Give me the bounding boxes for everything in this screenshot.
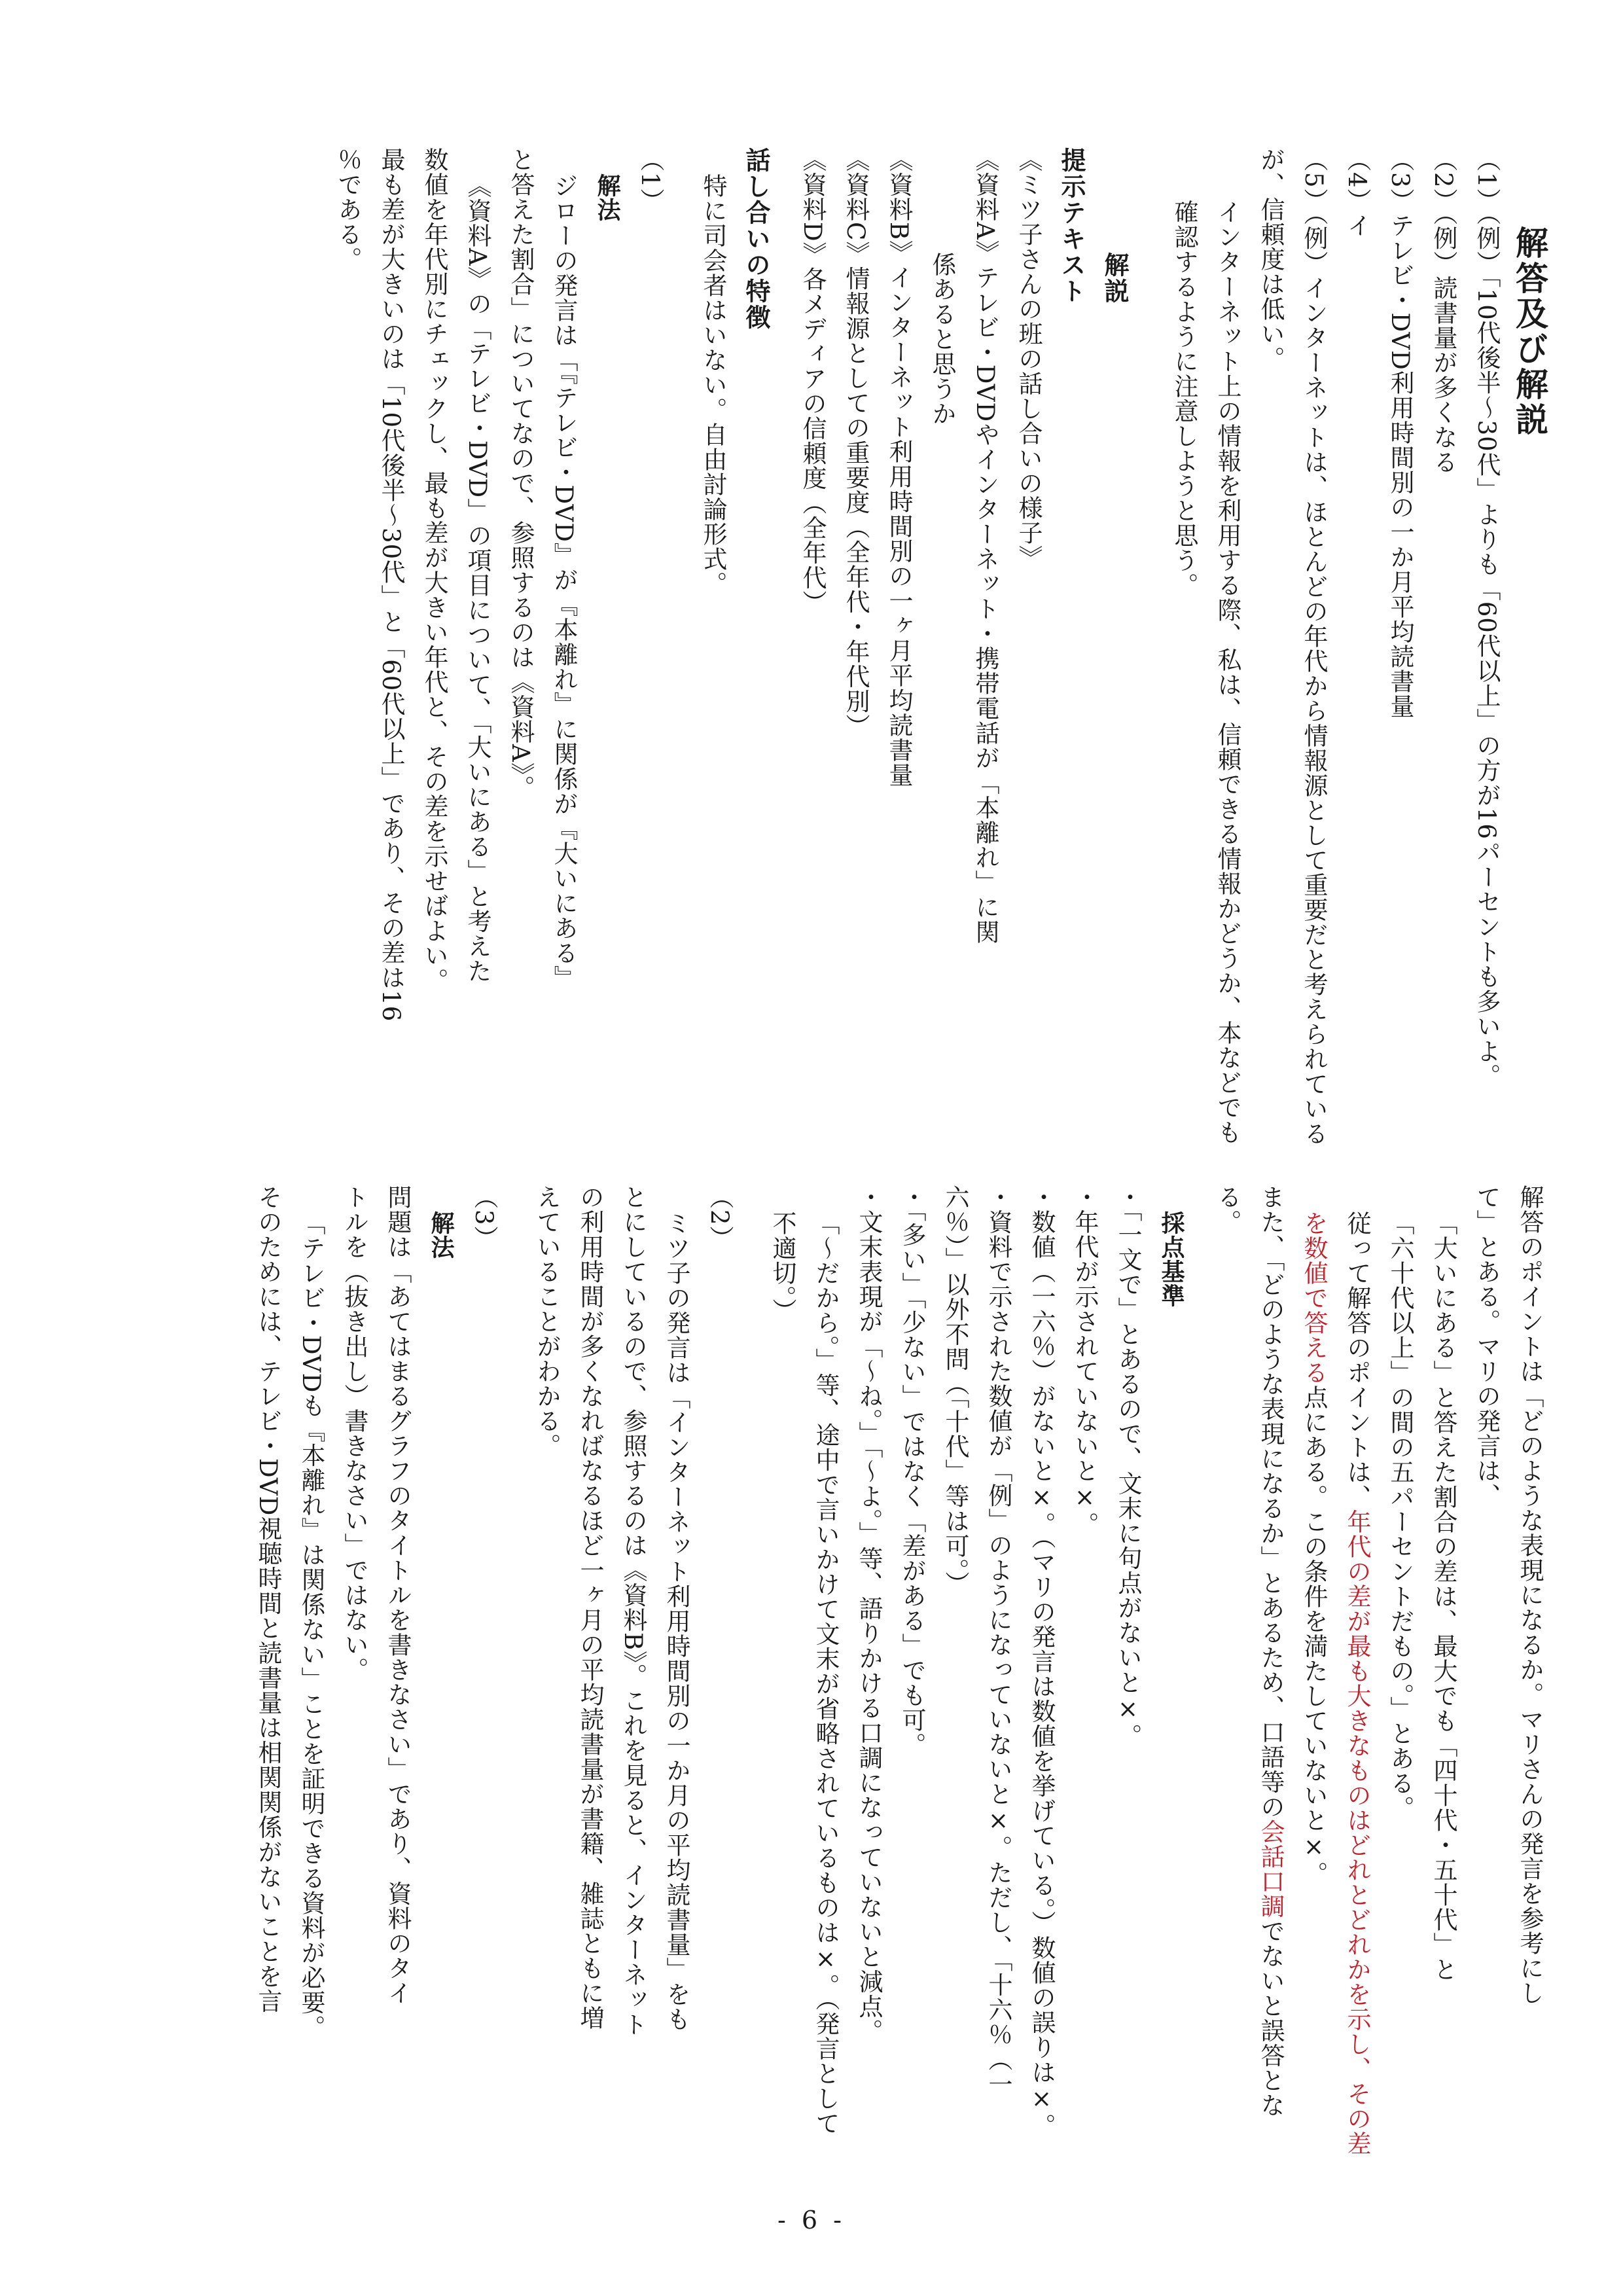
q2-line-4: えていることがわかる。 <box>533 1185 561 1458</box>
teiji-item-3: 《資料B》インターネット利用時間別の一ヶ月平均読書量 <box>885 147 913 788</box>
point-line-5-text: 従って解答のポイントは、 <box>1343 1211 1371 1509</box>
teiji-item-2: 《資料A》テレビ・DVDやインターネット・携帯電話が「本離れ」に関 <box>971 147 999 945</box>
q3-line-1: 問題は「あてはまるグラフのタイトルを書きなさい」であり、資料のタイ <box>383 1185 412 2005</box>
teiji-item-4: 《資料C》情報源としての重要度（全年代・年代別） <box>842 147 870 739</box>
hanashiai-heading: 話し合いの特徴 <box>741 147 770 331</box>
q2-line-1: ミツ子の発言は「インターネット利用時間別の一か月の平均読書量」をも <box>662 1211 690 2032</box>
q1-label: （1） <box>636 147 664 213</box>
q3-kaiho-heading: 解法 <box>427 1211 454 1259</box>
q3-label: （3） <box>470 1185 498 1251</box>
answer-3: （3）テレビ・DVD利用時間別の一か月平均読書量 <box>1386 147 1414 719</box>
teiji-heading: 提示テキスト <box>1057 147 1086 304</box>
answer-2: （2）（例）読書量が多くなる <box>1429 147 1457 475</box>
page-number: - 6 - <box>777 2206 846 2234</box>
point-line-7-text: また、「どのような表現になるか」とあるため、口語等の <box>1257 1185 1285 1820</box>
saiten-item-4: ・資料で示された数値が「例」のようになっていないと×。ただし、「十六％（一六％）」以外不問（「十代」等は可。） <box>941 1185 1012 2097</box>
point-line-7 <box>1205 1185 1292 2160</box>
q3-line-2: トルを（抜き出し）書きなさい」ではない。 <box>340 1185 368 1682</box>
q3-line-4: そのためには、テレビ・DVD視聴時間と読書量は相関関係がないことを言 <box>254 1185 282 2014</box>
q3-line-3: 「テレビ・DVDも『本離れ』は関係ない」ことを証明できる資料が必要。 <box>297 1211 325 2040</box>
q2-line-2: とにしているので、参照するのは《資料B》。これを見ると、インターネット <box>619 1185 647 2037</box>
point-line-6-text: 点にある。この条件を満たしていないと×。 <box>1300 1385 1328 1886</box>
page-title: 解答及び解説 <box>1510 226 1548 438</box>
q1-line-3: 《資料A》の「テレビ・DVD」の項目について、「大いにある」と考えた <box>463 173 491 984</box>
saiten-item-5: ・「多い」「少ない」ではなく「差がある」でも可。 <box>898 1185 926 1757</box>
q1-line-2: と答えた割合」についてなので、参照するのは《資料A》。 <box>507 147 535 800</box>
saiten-heading: 採点基準 <box>1158 1211 1185 1308</box>
saiten-item-1: ・「一文で」とあるので、文末に句点がないと×。 <box>1114 1185 1142 1749</box>
teiji-item-2-continued: 係あると思うか <box>928 252 956 426</box>
answer-5-continued: インターネット上の情報を利用する際、私は、信頼できる情報かどうか、本などでも確認するように注意しようと思う。 <box>1170 200 1241 1145</box>
kaisetsu-heading: 解説 <box>1100 252 1129 304</box>
top-section <box>72 147 1551 1168</box>
bottom-section <box>72 1185 1551 2160</box>
answer-5: （5）（例）インターネットは、ほとんどの年代から情報源として重要だと考えられているが、信頼度は低い。 <box>1257 147 1328 1147</box>
point-line-3: 「大いにある」と答えた割合の差は、最大でも「四十代・五十代」と <box>1429 1211 1457 1982</box>
q1-line-6: ％である。 <box>334 147 362 272</box>
kaiwa-kuchou-highlight: 会話口調 <box>1257 1819 1285 1919</box>
q2-line-3: の利用時間が多くなればなるほど一ヶ月の平均読書量が書籍、雑誌ともに増 <box>576 1185 604 2030</box>
point-line-1: 解答のポイントは「どのような表現になるか。マリさんの発言を参考にし <box>1516 1185 1544 2005</box>
hanashiai-text: 特に司会者はいない。自由討論形式。 <box>699 173 727 596</box>
q1-line-1: ジローの発言は「『テレビ・DVD』が『本離れ』に関係が『大いにある』 <box>550 173 578 990</box>
q1-line-4: 数値を年代別にチェックし、最も差が大きい年代と、その差を示せばよい。 <box>420 147 448 993</box>
q2-label: （2） <box>705 1185 734 1251</box>
answer-1: （1）（例）「10代後半〜30代」よりも「60代以上」の方が16パーセントも多いよ。 <box>1472 147 1501 1088</box>
q1-kaiho-heading: 解法 <box>594 173 620 222</box>
saiten-item-6: ・文末表現が「〜ね。」「〜よ。」等、語りかける口調になっていないと減点。 <box>855 1185 883 2044</box>
answer-4: （4）イ <box>1343 147 1371 238</box>
saiten-item-3: ・数値（一六％）がないと×。（マリの発言は数値を挙げている。）数値の誤りは×。 <box>1027 1185 1056 2138</box>
point-line-5 <box>1292 1185 1378 2160</box>
teiji-item-1: 《ミツ子さんの班の話し合いの様子》 <box>1014 147 1043 570</box>
saiten-item-2: ・年代が示されていないと×。 <box>1071 1185 1099 1537</box>
point-line-4: 「六十代以上」の間の五パーセントだもの。」とある。 <box>1386 1211 1414 1821</box>
point-line-2: て」とある。マリの発言は、 <box>1472 1185 1501 1508</box>
q1-line-5: 最も差が大きいのは「10代後半〜30代」と「60代以上」であり、その差は16 <box>377 147 405 1022</box>
saiten-item-7: 「〜だから。」等、途中で言いかけて文末が省略されているものは×。（発言として不適切。） <box>768 1211 840 2136</box>
point-line-8-text: でないと誤答となる。 <box>1213 1185 1285 2118</box>
point-highlight: 年代の差が最も大きなものはどれとどれかを示し、その差を数値で答える <box>1300 1211 1371 2156</box>
teiji-item-5: 《資料D》各メディアの信頼度（全年代） <box>798 147 827 615</box>
